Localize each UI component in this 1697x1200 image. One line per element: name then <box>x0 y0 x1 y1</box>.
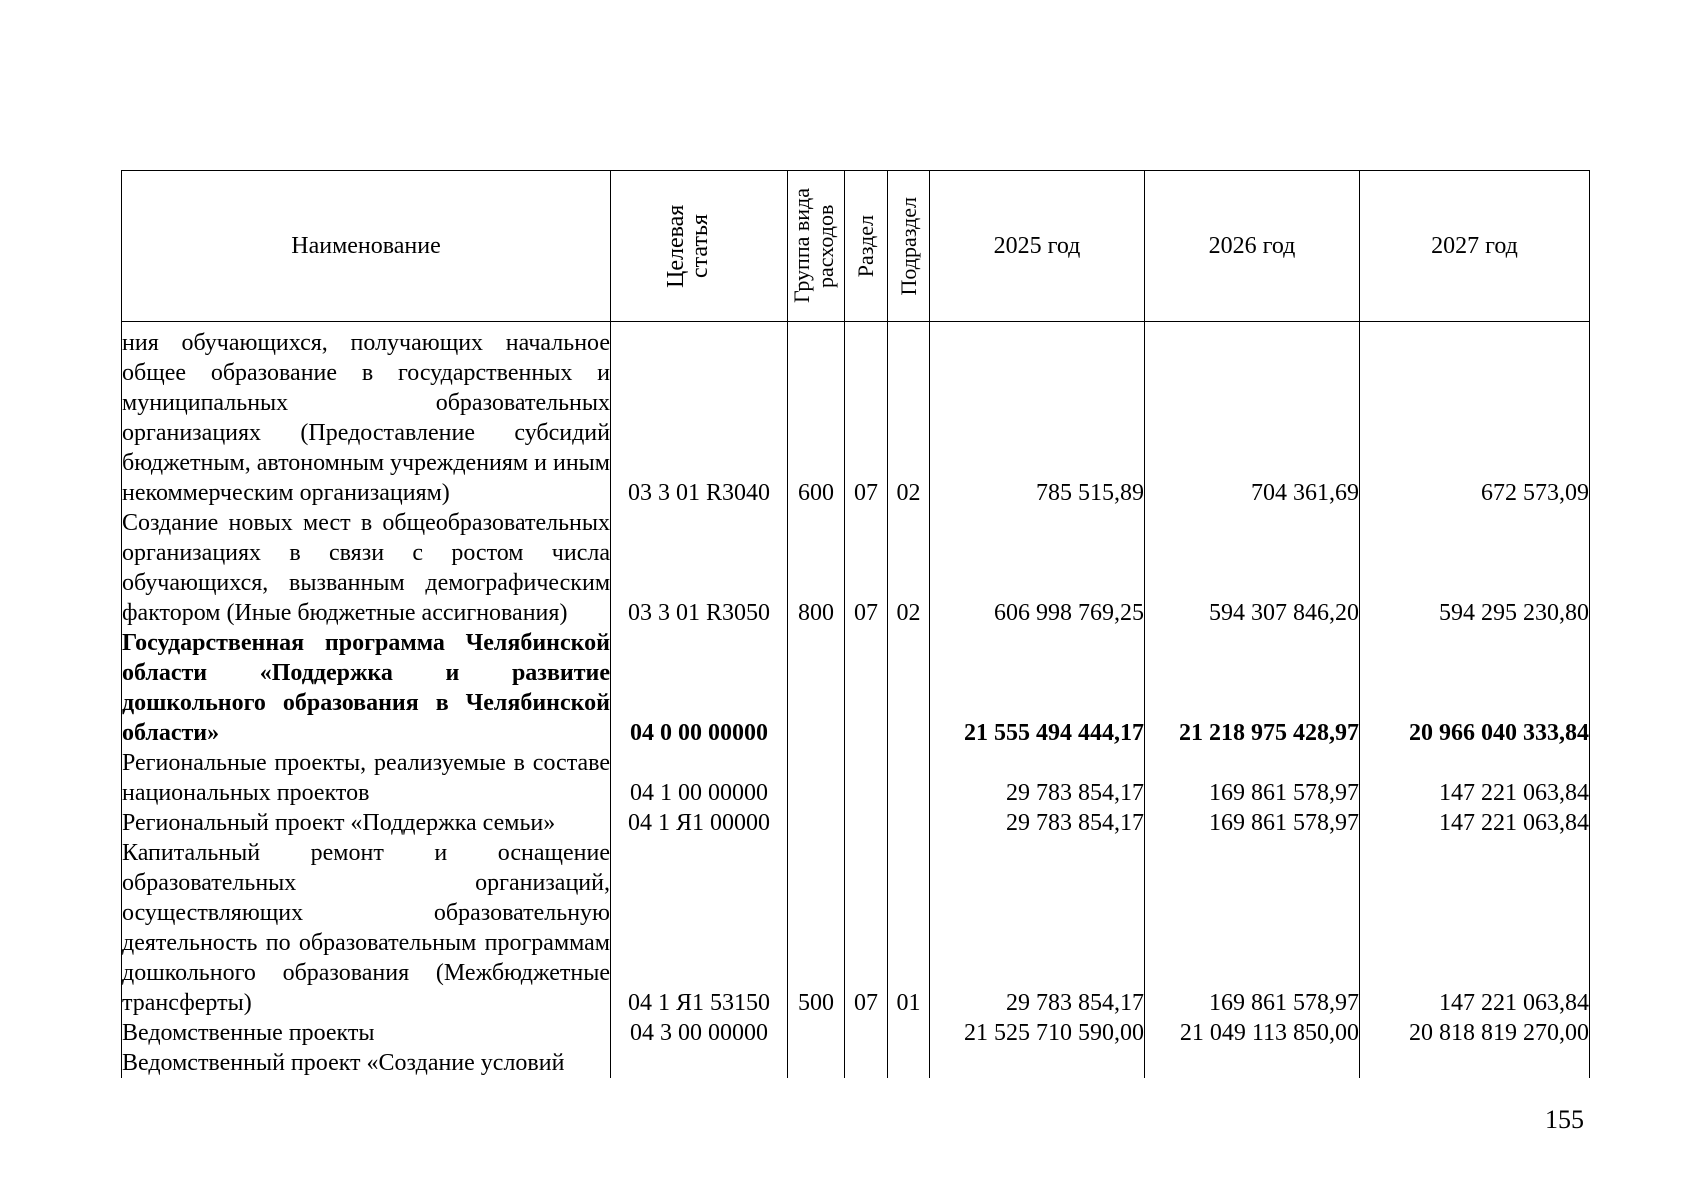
row-2026: 21 218 975 428,97 <box>1145 628 1360 748</box>
row-name: Ведомственные проекты <box>122 1018 611 1048</box>
row-subsection: 02 <box>888 508 930 628</box>
row-2026 <box>1145 1048 1360 1078</box>
row-section <box>845 808 888 838</box>
row-2027: 672 573,09 <box>1360 322 1590 509</box>
row-2027: 20 818 819 270,00 <box>1360 1018 1590 1048</box>
row-2027: 20 966 040 333,84 <box>1360 628 1590 748</box>
header-target-article <box>611 171 788 322</box>
row-section: 07 <box>845 508 888 628</box>
row-2026: 594 307 846,20 <box>1145 508 1360 628</box>
row-2027: 594 295 230,80 <box>1360 508 1590 628</box>
row-2026: 169 861 578,97 <box>1145 748 1360 808</box>
row-target-article: 04 1 Я1 00000 <box>611 808 788 838</box>
header-section <box>845 171 888 322</box>
row-expense-group <box>788 748 845 808</box>
row-2025: 29 783 854,17 <box>930 838 1145 1018</box>
header-section-label: Раздел <box>853 214 878 278</box>
row-expense-group <box>788 808 845 838</box>
row-section <box>845 748 888 808</box>
table-row <box>122 508 1590 628</box>
row-section <box>845 1048 888 1078</box>
header-name: Наименование <box>122 171 611 322</box>
row-target-article <box>611 1048 788 1078</box>
row-name: Ведомственный проект «Создание условий <box>122 1048 611 1078</box>
row-2026: 704 361,69 <box>1145 322 1360 509</box>
row-2027: 147 221 063,84 <box>1360 808 1590 838</box>
row-2027: 147 221 063,84 <box>1360 838 1590 1018</box>
row-target-article: 04 3 00 00000 <box>611 1018 788 1048</box>
row-2025 <box>930 1048 1145 1078</box>
row-target-article: 04 0 00 00000 <box>611 628 788 748</box>
table-row <box>122 1048 1590 1078</box>
row-2026: 21 049 113 850,00 <box>1145 1018 1360 1048</box>
header-2027: 2027 год <box>1360 171 1590 322</box>
header-expense-group-label: Группа вида расходов <box>789 188 838 304</box>
row-2026: 169 861 578,97 <box>1145 838 1360 1018</box>
row-expense-group <box>788 1018 845 1048</box>
row-name: Региональные проекты, реализуемые в составе национальных проектов <box>122 750 610 806</box>
header-target-article-label: Целевая статья <box>663 204 713 288</box>
row-section <box>845 628 888 748</box>
row-2027 <box>1360 1048 1590 1078</box>
row-subsection <box>888 628 930 748</box>
row-subsection: 02 <box>888 322 930 509</box>
row-section <box>845 1018 888 1048</box>
page-number: 155 <box>1545 1105 1584 1134</box>
row-expense-group: 800 <box>788 508 845 628</box>
table-row <box>122 748 1590 808</box>
header-subsection-label: Подраздел <box>895 196 921 296</box>
row-2025: 21 555 494 444,17 <box>930 628 1145 748</box>
row-expense-group <box>788 1048 845 1078</box>
table-row <box>122 838 1590 1018</box>
table-row <box>122 1018 1590 1048</box>
row-subsection: 01 <box>888 838 930 1018</box>
budget-table-container <box>121 170 1589 1078</box>
row-2026: 169 861 578,97 <box>1145 808 1360 838</box>
table-row <box>122 322 1590 509</box>
header-2025: 2025 год <box>930 171 1145 322</box>
row-2025: 785 515,89 <box>930 322 1145 509</box>
row-section: 07 <box>845 322 888 509</box>
table-header-row <box>122 171 1590 322</box>
row-target-article: 04 1 00 00000 <box>611 748 788 808</box>
row-expense-group <box>788 628 845 748</box>
row-2025: 29 783 854,17 <box>930 748 1145 808</box>
row-expense-group: 600 <box>788 322 845 509</box>
header-subsection <box>888 171 930 322</box>
row-target-article: 03 3 01 R3050 <box>611 508 788 628</box>
row-target-article: 04 1 Я1 53150 <box>611 838 788 1018</box>
row-expense-group: 500 <box>788 838 845 1018</box>
row-subsection <box>888 748 930 808</box>
row-name: Государственная программа Челябинской области «Поддержка и развитие дошкольного образования в Челябинской области» <box>122 630 610 746</box>
row-target-article: 03 3 01 R3040 <box>611 322 788 509</box>
row-name: ния обучающихся, получающих начальное общее образование в государственных и муниципальных образовательных организациях (Предоставление субсидий бюджетным, автономным учреждениям и иным некоммерческим организациям) <box>122 322 611 509</box>
row-name: Капитальный ремонт и оснащение образовательных организаций, осуществляющих образовательную деятельность по образовательным программам дошкольного образования (Межбюджетные трансферты) <box>122 840 610 1016</box>
row-section: 07 <box>845 838 888 1018</box>
row-2025: 29 783 854,17 <box>930 808 1145 838</box>
row-2025: 21 525 710 590,00 <box>930 1018 1145 1048</box>
row-name: Региональный проект «Поддержка семьи» <box>122 808 611 838</box>
header-2026: 2026 год <box>1145 171 1360 322</box>
row-subsection <box>888 1048 930 1078</box>
row-subsection <box>888 1018 930 1048</box>
table-row <box>122 628 1590 748</box>
row-subsection <box>888 808 930 838</box>
row-2025: 606 998 769,25 <box>930 508 1145 628</box>
row-2027: 147 221 063,84 <box>1360 748 1590 808</box>
header-expense-group <box>788 171 845 322</box>
budget-table <box>121 170 1590 1078</box>
table-row <box>122 808 1590 838</box>
row-name: Создание новых мест в общеобразовательных организациях в связи с ростом числа обучающихся, вызванным демографическим фактором (Иные бюджетные ассигнования) <box>122 510 610 626</box>
